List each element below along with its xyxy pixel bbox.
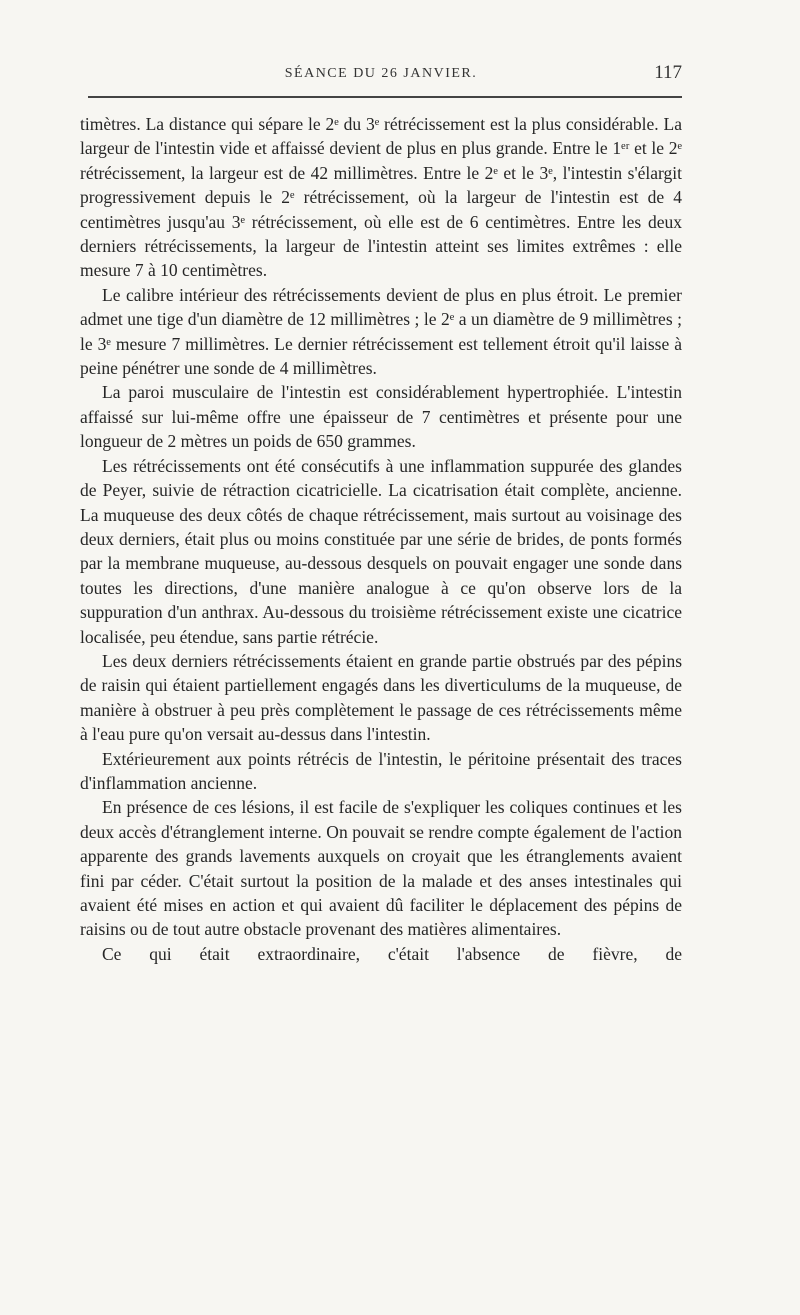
running-title: SÉANCE DU 26 JANVIER. (284, 66, 478, 81)
paragraph-paroi: La paroi musculaire de l'intestin est considérablement hypertrophiée. L'intestin affaissé sur lui-même offre une épaisseur de 7 centimètres et présente pour une longueur de 2 mètres un poids de 650 grammes. (80, 382, 682, 452)
paragraph-obstruction: Les deux derniers rétrécissements étaient en grande partie obstrués par des pépins de raisin qui étaient partiellement engagés dans les diverticulums de la muqueuse, de manière à obstruer à peu près complètement le passage de ces rétrécissements même à l'eau pure qu'on versait au-dessus dans l'intestin. (80, 650, 682, 745)
paragraph-extraordinaire: Ce qui était extraordinaire, c'était l'absence de fièvre, de (102, 943, 682, 964)
book-page (80, 62, 682, 966)
paragraph-lesions: En présence de ces lésions, il est facile de s'expliquer les coliques continues et les deux accès d'étranglement interne. On pouvait se rendre compte également de l'action apparente des grands lavements auxquels on croyait que les étranglements avaient fini par céder. C'était surtout la position de la malade et des anses intestinales qui avaient été mises en action et qui avaient dû faciliter le déplacement des pépins de raisins ou de tout autre obstacle provenant des matières alimentaires. (80, 797, 682, 940)
paragraph-continuation: timètres. La distance qui sépare le 2ᵉ du 3ᵉ rétrécissement est la plus considérable. La largeur de l'intestin vide et affaissé devient de plus en plus grande. Entre le 1ᵉʳ et le 2ᵉ rétrécissement, la largeur est de 42 millimètres. Entre le 2ᵉ et le 3ᵉ, l'intestin s'élargit progressivement depuis le 2ᵉ rétrécissement, où la largeur de l'intestin est de 4 centimètres jusqu'au 3ᵉ rétrécissement, où elle est de 6 centimètres. Entre les deux derniers rétrécissements, la largeur de l'intestin atteint ses limites extrêmes : elle mesure 7 à 10 centimètres. (80, 114, 682, 281)
running-head (80, 62, 682, 86)
body-text (80, 112, 682, 966)
header-rule (88, 96, 682, 98)
paragraph-retrecissements: Les rétrécissements ont été consécutifs à une inflammation suppurée des glandes de Peyer, suivie de rétraction cicatricielle. La cicatrisation était complète, ancienne. La muqueuse des deux côtés de chaque rétrécissement, mais surtout au voisinage des deux derniers, était plus ou moins constituée par une série de brides, de ponts formés par la membrane muqueuse, au-dessous desquels on pouvait engager une sonde dans toutes les directions, d'une manière analogue à ce qu'on observe lors de la suppuration d'un anthrax. Au-dessous du troisième rétrécissement existe une cicatrice localisée, peu étendue, sans partie rétrécie. (80, 455, 682, 647)
paragraph-calibre: Le calibre intérieur des rétrécissements devient de plus en plus étroit. Le premier admet une tige d'un diamètre de 12 millimètres ; le 2ᵉ a un diamètre de 9 millimètres ; le 3ᵉ mesure 7 millimètres. Le dernier rétrécissement est tellement étroit qu'il laisse à peine pénétrer une sonde de 4 millimètres. (80, 284, 682, 379)
page-number: 117 (654, 62, 682, 83)
paragraph-peritoine: Extérieurement aux points rétrécis de l'intestin, le péritoine présentait des traces d'inflammation ancienne. (80, 748, 682, 793)
